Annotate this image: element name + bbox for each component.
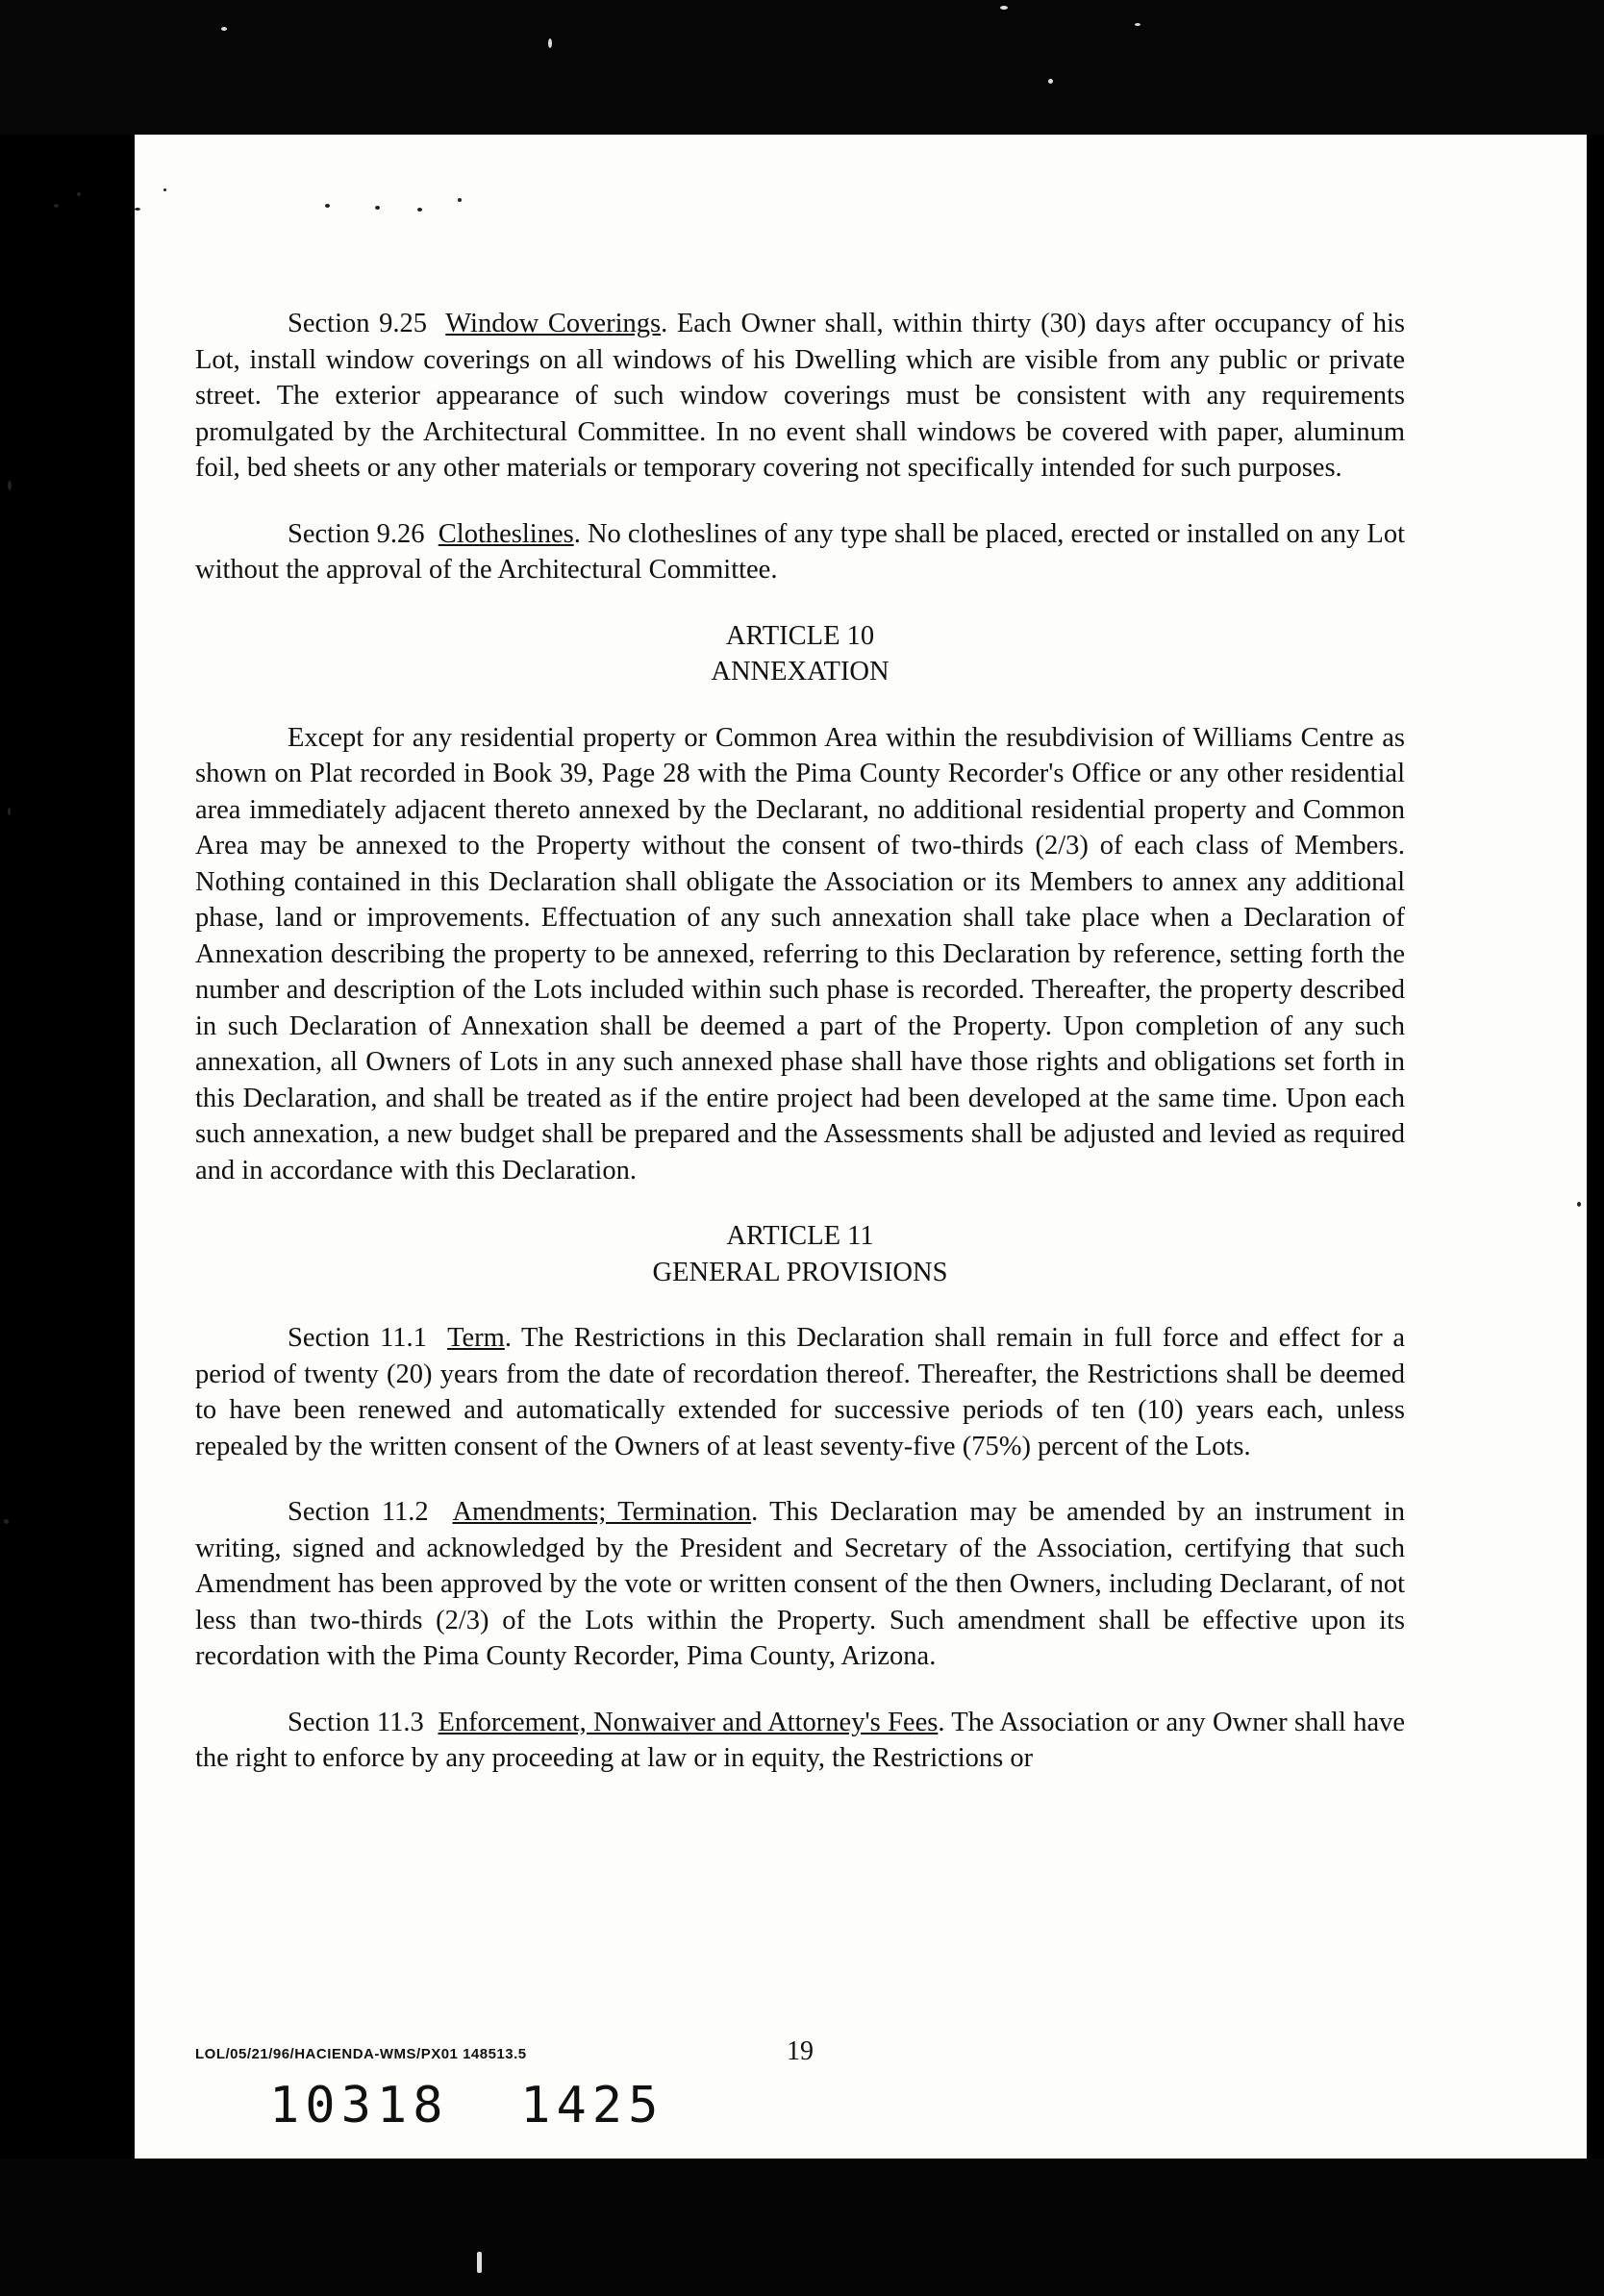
page-number: 19: [787, 2036, 814, 2066]
scan-speck: [163, 188, 166, 191]
scan-speck: [477, 2252, 482, 2273]
scan-speck: [1048, 79, 1053, 84]
scan-speck: [4, 1519, 9, 1524]
section-title: Enforcement, Nonwaiver and Attorney's Fees: [438, 1707, 939, 1737]
article-10-heading: ARTICLE 10 ANNEXATION: [711, 620, 890, 686]
article-11-heading: ARTICLE 11 GENERAL PROVISIONS: [652, 1221, 948, 1287]
section-title: Amendments; Termination: [452, 1497, 752, 1527]
document-code: LOL/05/21/96/HACIENDA-WMS/PX01 148513.5: [195, 2046, 527, 2062]
scan-speck: [417, 208, 422, 212]
scan-speck: [221, 27, 227, 31]
scan-speck: [8, 481, 12, 490]
scan-border-bottom: [0, 2159, 1604, 2296]
section-title: Term: [447, 1323, 505, 1353]
scan-speck: [8, 808, 11, 815]
scan-speck: [54, 204, 59, 208]
scan-speck: [1000, 6, 1008, 10]
section-title: Clotheslines: [438, 518, 574, 549]
section-title: Window Coverings: [445, 309, 662, 338]
scan-speck: [548, 38, 552, 48]
article-10-body: Except for any residential property or Common Area within the resubdivision of Williams Centre as shown on Plat recorded in Book 39, Page 28 with the Pima County Recorder's Office or any other residential area immediately adjacent thereto annexed by the Declarant, no additional residential property and Common Area may be annexed to the Property without the consent of two-thirds (2/3) of each class of Members. Nothing contained in this Declaration shall obligate the Association or its Members to annex any additional phase, land or improvements. Effectuation of any such annexation shall take place when a Declaration of Annexation describing the property to be annexed, referring to this Declaration by reference, setting forth the number and description of the Lots included within such phase is recorded. Thereafter, the property described in such Declaration of Annexation shall be deemed a part of the Property. Upon completion of any such annexation, all Owners of Lots in any such annexed phase shall have those rights and obligations set forth in this Declaration, and shall be treated as if the entire project had been developed at the same time. Upon each such annexation, a new budget shall be prepared and the Assessments shall be adjusted and levied as required and in accordance with this Declaration.: [195, 722, 1405, 1185]
section-9-26: Section 9.26 Clotheslines. No clotheslines of any type shall be placed, erected or installed on any Lot without the approval of the Architectural Committee.: [195, 518, 1405, 585]
scan-speck: [1135, 23, 1140, 26]
scan-speck: [458, 198, 462, 202]
document-body: [195, 306, 1405, 1777]
scan-speck: [77, 192, 81, 196]
section-11-3: Section 11.3 Enforcement, Nonwaiver and Attorney's Fees. The Association or any Owner shall have the right to enforce by any proceeding at law or in equity, the Restrictions or: [195, 1707, 1406, 1773]
recording-number: 10318 1425: [269, 2077, 664, 2134]
scan-speck: [135, 208, 140, 211]
section-11-1: Section 11.1 Term. The Restrictions in this Declaration shall remain in full force and effect for a period of twenty (20) years from the date of recordation thereof. Thereafter, the Restrictions shall be deemed to have been renewed and automatically extended for successive periods of ten (10) years each, unless repealed by the written consent of the Owners of at least seventy-five (75%) percent of the Lots.: [195, 1323, 1406, 1461]
scan-speck: [325, 204, 330, 208]
section-11-2: Section 11.2 Amendments; Termination. This Declaration may be amended by an instrument in writing, signed and acknowledged by the President and Secretary of the Association, certifying that such Amendment has been approved by the vote or written consent of the then Owners, including Declarant, of not less than two-thirds (2/3) of the Lots within the Property. Such amendment shall be effective upon its recordation with the Pima County Recorder, Pima County, Arizona.: [195, 1497, 1406, 1671]
scan-speck: [1577, 1202, 1581, 1207]
scan-speck: [375, 206, 380, 210]
scan-border-top: [0, 0, 1604, 135]
section-9-25: Section 9.25 Window Coverings. Each Owner shall, within thirty (30) days after occupancy of his Lot, install window coverings on all windows of his Dwelling which are visible from any public or private street. The exterior appearance of such window coverings must be consistent with any requirements promulgated by the Architectural Committee. In no event shall windows be covered with paper, aluminum foil, bed sheets or any other materials or temporary covering not specifically intended for such purposes.: [195, 309, 1406, 483]
